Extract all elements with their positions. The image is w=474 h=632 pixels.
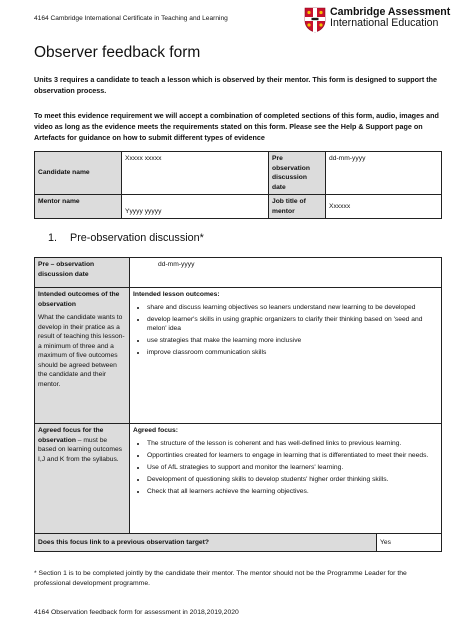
job-title-label: Job title of mentor <box>269 195 326 219</box>
cambridge-logo <box>304 7 450 33</box>
details-table <box>34 151 442 219</box>
outcomes-list <box>133 303 438 357</box>
logo-line-1: Cambridge Assessment <box>330 6 451 18</box>
section-number: 1. <box>48 232 58 244</box>
crest-icon <box>304 7 326 33</box>
list-item: • Development of questioning skills to develop students' higher order thinking skills. <box>147 475 438 484</box>
intro-paragraph-2: To meet this evidence requirement we will accept a combination of completed sections of this form, audio, images and video as long as the evidence meets the requirements stated on this form. Please see the Help & Support page on Artefacts for guidance on how to submit different types of evidence <box>34 111 439 142</box>
focus-heading: Agreed focus: <box>133 427 178 434</box>
focus-description: – must be based on learning outcomes I,J and K from the syllabus. <box>38 436 123 463</box>
list-item: • The structure of the lesson is coherent and has well-defined links to previous learning. <box>147 439 438 448</box>
outcomes-label: Intended outcomes of the observation <box>38 291 120 308</box>
link-question: Does this focus link to a previous observation target? <box>35 534 377 552</box>
pre-observation-table <box>34 257 442 552</box>
pre-observation-date-label: Pre observation discussion date <box>269 152 326 195</box>
focus-label: Agreed focus for the observation <box>38 427 104 444</box>
logo-line-2: International Education <box>330 17 439 29</box>
outcomes-heading: Intended lesson outcomes: <box>133 291 220 298</box>
list-item: • Check that all learners achieve the learning objectives. <box>147 487 438 496</box>
outcomes-label-cell <box>35 288 130 424</box>
candidate-name-value[interactable]: Xxxxx xxxxx <box>122 152 269 195</box>
link-answer[interactable]: Yes <box>377 534 442 552</box>
footnote: * Section 1 is to be completed jointly by the candidate their mentor. The mentor should not be the Programme Leader for the professional development programme. <box>34 570 407 587</box>
candidate-name-label: Candidate name <box>35 152 122 195</box>
focus-cell[interactable] <box>130 424 442 534</box>
mentor-name-value[interactable]: Yyyyy yyyyy <box>122 195 269 219</box>
footer-text: 4164 Observation feedback form for assessment in 2018,2019,2020 <box>34 609 239 616</box>
list-item: • share and discuss learning objectives so leaners understand new learning to be developed <box>147 303 438 312</box>
outcomes-cell[interactable] <box>130 288 442 424</box>
list-item: • Opportinties created for learners to engage in learning that is differentiated to meet their needs. <box>147 451 438 460</box>
list-item: • improve classroom communication skills <box>147 348 438 357</box>
pre-observation-date-value[interactable]: dd-mm-yyyy <box>326 152 442 195</box>
discussion-date-value[interactable]: dd-mm-yyyy <box>130 258 442 288</box>
mentor-name-label: Mentor name <box>35 195 122 219</box>
section-1-heading <box>48 232 204 244</box>
list-item: • use strategies that make the learning more inclusive <box>147 336 438 345</box>
page-title: Observer feedback form <box>34 44 201 61</box>
outcomes-description: What the candidate wants to develop in their pratice as a result of teaching this lesson- a minimum of three and a maximum of five outcomes should be agreed between the candidate and their mentor. <box>38 314 125 388</box>
discussion-date-label: Pre – observation discussion date <box>35 258 130 288</box>
list-item: • develop learner's skills in using graphic organizers to clarify their thinking based on 'seed and melon' idea <box>147 315 438 333</box>
list-item: • Use of AfL strategies to support and monitor the learners' learning. <box>147 463 438 472</box>
intro-paragraph-1: Units 3 requires a candidate to teach a lesson which is observed by their mentor. This form is designed to support the observation process. <box>34 75 437 95</box>
focus-label-cell <box>35 424 130 534</box>
focus-list <box>133 439 438 496</box>
job-title-value[interactable]: Xxxxxx <box>326 195 442 219</box>
header-document-code: 4164 Cambridge International Certificate in Teaching and Learning <box>34 15 228 22</box>
section-title: Pre-observation discussion* <box>70 232 204 244</box>
